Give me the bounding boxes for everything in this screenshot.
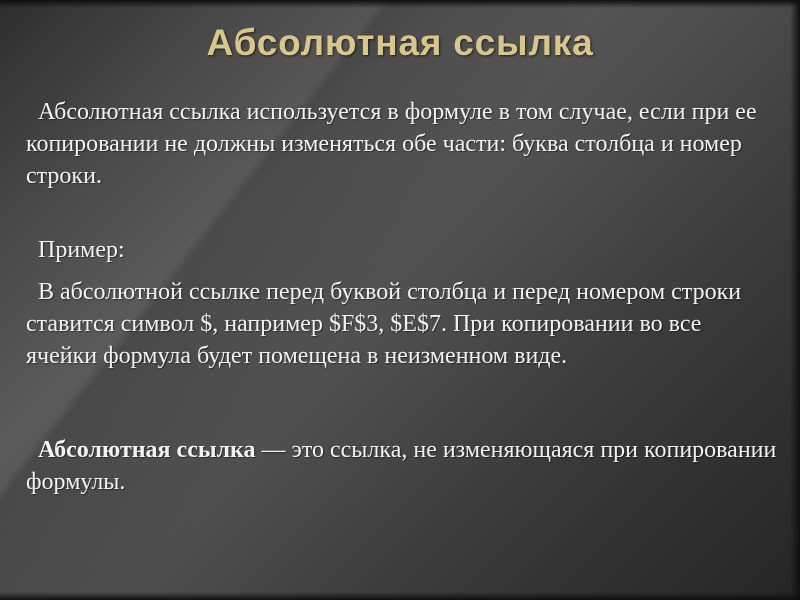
example-heading: Пример:	[38, 237, 125, 263]
example-paragraph: В абсолютной ссылке перед буквой столбца и перед номером строки ставится символ $, например $F$3, $E$7. При копировании во все ячейки формула будет помещена в неизменном виде.	[26, 279, 742, 369]
top-edge-shadow	[0, 0, 800, 8]
intro-paragraph: Абсолютная ссылка используется в формуле в том случае, если при ее копировании не должны изменяться обе части: буква столбца и номер строки.	[26, 99, 757, 189]
definition-term: Абсолютная ссылка	[38, 437, 256, 463]
definition-text: — это ссылка, не изменяющаяся при копировании формулы.	[26, 437, 777, 495]
slide-title: Абсолютная ссылка	[206, 22, 594, 63]
bottom-edge-shadow	[0, 592, 800, 600]
right-edge-shadow	[790, 0, 800, 600]
definition-paragraph	[26, 434, 778, 498]
slide-body	[26, 96, 778, 498]
